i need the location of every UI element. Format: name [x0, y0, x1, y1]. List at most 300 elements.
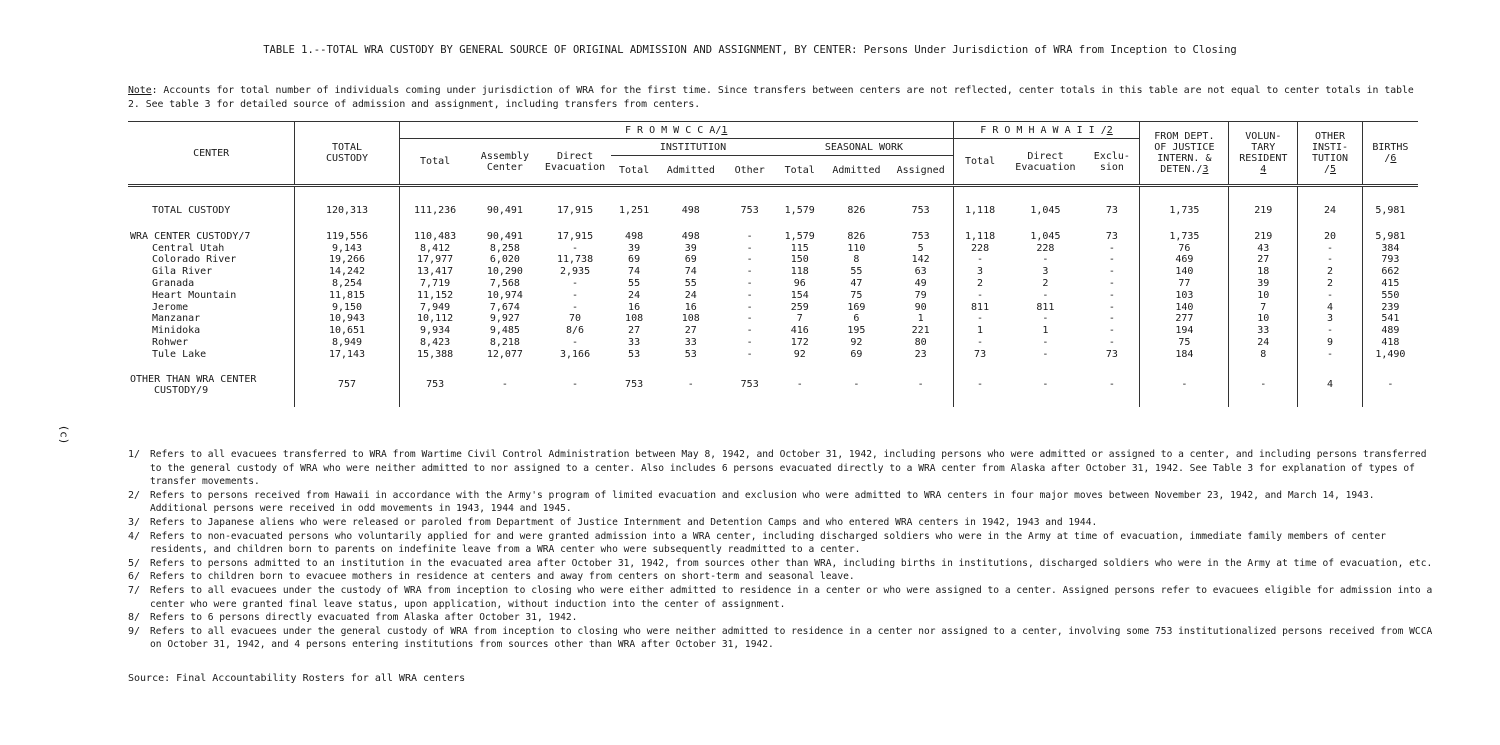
row-label: TOTAL CUSTODY	[152, 205, 231, 216]
table-cell: -	[1042, 254, 1049, 266]
table-cell: 9,143	[295, 243, 400, 255]
table-cell: 111,236	[399, 205, 470, 217]
table-cell: 8,949	[295, 337, 400, 349]
table-cell: 74	[684, 266, 697, 278]
table-cell: 73	[953, 349, 1006, 361]
inst-admitted-header: Admitted	[657, 156, 724, 186]
table-cell: -	[1108, 277, 1115, 289]
table-cell: -	[572, 301, 579, 313]
table-cell: 39	[628, 242, 641, 254]
table-cell: 140	[1140, 266, 1229, 278]
table-body	[128, 186, 1418, 407]
footnote-number: 5/	[128, 557, 141, 569]
table-cell: -	[1108, 289, 1115, 301]
hawaii-exclusion-header: Exclu- sion	[1084, 139, 1140, 186]
seasonal-work-header: SEASONAL WORK	[775, 139, 953, 156]
table-cell: 53	[684, 348, 697, 360]
table-cell: 96	[793, 277, 806, 289]
hawaii-direct-header: Direct Evacuation	[1007, 139, 1085, 186]
table-cell: 150	[790, 254, 809, 266]
sw-assigned-header: Assigned	[889, 156, 953, 186]
table-cell: 7,674	[489, 301, 520, 313]
table-cell: -	[953, 254, 1006, 266]
table-cell: 15,388	[399, 349, 470, 361]
table-cell: -	[572, 336, 579, 348]
table-cell: 77	[1140, 278, 1229, 290]
table-cell: 73	[1105, 348, 1118, 360]
table-cell: 1,251	[619, 205, 650, 216]
table-cell: 12,077	[486, 348, 523, 360]
source-line: Source: Final Accountability Rosters for all WRA centers	[128, 673, 466, 684]
table-cell: 2,935	[559, 266, 591, 278]
table-cell: -	[572, 277, 579, 289]
table-cell: 662	[1362, 266, 1418, 278]
table-cell: 49	[914, 277, 927, 289]
table-cell: -	[746, 230, 753, 242]
table-cell: 3,166	[559, 348, 591, 360]
table-cell: 7,949	[399, 302, 470, 314]
row-label: Jerome	[152, 301, 189, 313]
table-cell: 1,118	[953, 205, 1006, 217]
footnote-text: Refers to non-evacuated persons who voluntarily applied for and were granted admission into a WRA center, including discharged soldiers who were in the Army at time of evacuation, immediate family members of center residents, and children born to parents on indefinite leave from a WRA center who were subsequently readmitted to a center.	[150, 530, 1387, 556]
table-cell: -	[917, 379, 924, 391]
table-cell: 811	[953, 302, 1006, 314]
table-cell: 69	[684, 254, 697, 266]
table-cell: 73	[1105, 230, 1118, 242]
center-row	[128, 266, 1418, 278]
table-cell: 8	[853, 254, 860, 266]
table-cell: 9,150	[295, 302, 400, 314]
center-row	[128, 243, 1418, 255]
wcca-total-header: Total	[399, 139, 470, 186]
table-cell: 110,483	[399, 231, 470, 243]
table-cell: 194	[1140, 325, 1229, 337]
table-cell: 219	[1229, 231, 1298, 243]
table-cell: 753	[740, 205, 759, 216]
table-cell: 757	[295, 371, 400, 399]
table-cell: 6,020	[489, 254, 520, 266]
table-cell: 63	[914, 266, 927, 278]
table-cell: 11,815	[295, 290, 400, 302]
table-cell: 9	[1298, 337, 1362, 349]
table-cell: 418	[1362, 337, 1418, 349]
table-cell: 826	[847, 205, 866, 216]
assembly-center-header: Assembly Center	[470, 139, 539, 186]
table-cell: 195	[847, 325, 866, 337]
table-cell: 43	[1229, 243, 1298, 255]
row-label: Heart Mountain	[152, 289, 237, 301]
table-cell: 753	[911, 205, 930, 216]
table-cell: 9,934	[399, 325, 470, 337]
table-cell: 219	[1229, 205, 1298, 217]
table-cell: -	[746, 325, 753, 337]
footnote	[128, 489, 1438, 516]
table-cell: 76	[1140, 243, 1229, 255]
table-cell: -	[746, 277, 753, 289]
table-cell: 753	[740, 379, 759, 391]
table-cell: -	[1298, 243, 1362, 255]
table-cell: 2	[1298, 278, 1362, 290]
table-cell: 1,045	[1030, 205, 1061, 216]
footnote-text: Refers to all evacuees transferred to WRA from Wartime Civil Control Administration between May 8, 1942, and October 31, 1942, including persons who were admitted or assigned to a center, and including persons transferred to the general custody of WRA who were neither admitted to nor assigned to a center. Also includes 6 persons evacuated directly to a WRA center from Alaska after October 31, 1942. See Table 3 for explanation of types of transfer movements.	[150, 449, 1427, 488]
table-cell: 20	[1298, 231, 1362, 243]
table-cell: -	[746, 242, 753, 254]
table-cell: 11,152	[399, 290, 470, 302]
table-cell: -	[953, 337, 1006, 349]
table-cell: 10	[1229, 313, 1298, 325]
center-row	[128, 254, 1418, 266]
table-cell: 74	[628, 266, 641, 278]
footnote-text: Refers to persons received from Hawaii in accordance with the Army's program of limited evacuation and exclusion who were admitted to WRA centers in four major moves between November 23, 1942, and March 14, 1943. Additional persons were received in odd movements in 1943, 1944 and 1945.	[150, 489, 1375, 515]
table-cell: 2	[953, 278, 1006, 290]
table-cell: 73	[1105, 205, 1118, 216]
table-cell: 498	[625, 230, 644, 242]
inst-total-header: Total	[611, 156, 658, 186]
table-cell: -	[1229, 371, 1298, 399]
table-cell: 5,981	[1362, 205, 1418, 217]
table-cell: 416	[790, 325, 809, 337]
table-cell: 14,242	[295, 266, 400, 278]
table-cell: 3	[1042, 266, 1049, 278]
table-cell: 7,719	[399, 278, 470, 290]
table-cell: -	[1108, 325, 1115, 337]
table-cell: 169	[847, 301, 866, 313]
table-cell: 120,313	[295, 205, 400, 217]
hawaii-total-header: Total	[953, 139, 1006, 186]
direct-evacuation-header: Direct Evacuation	[539, 139, 610, 186]
table-cell: -	[746, 301, 753, 313]
table-cell: 1,735	[1140, 231, 1229, 243]
table-cell: 16	[684, 301, 697, 313]
table-cell: -	[746, 289, 753, 301]
table-cell: 10,651	[295, 325, 400, 337]
row-label: Granada	[152, 277, 195, 289]
table-cell: 13,417	[399, 266, 470, 278]
note-text: : Accounts for total number of individuals coming under jurisdiction of WRA for the first time. Since transfers between centers are not reflected, center totals in this table are not equal to center totals in table 2. See table 3 for detailed source of admission and assignment, including transfers from centers.	[128, 85, 1414, 110]
table-cell: -	[1362, 371, 1418, 399]
table-cell: -	[1042, 313, 1049, 325]
table-cell: 8/6	[566, 325, 585, 337]
table-cell: 6	[853, 313, 860, 325]
table-cell: 53	[628, 348, 641, 360]
table-cell: 92	[793, 348, 806, 360]
table-cell: -	[953, 313, 1006, 325]
table-cell: 27	[1229, 254, 1298, 266]
table-cell: 24	[1298, 205, 1362, 217]
other-than-wra-row	[128, 371, 1418, 399]
table-cell: 55	[628, 277, 641, 289]
table-cell: -	[1108, 254, 1115, 266]
table-cell: -	[1298, 349, 1362, 361]
voluntary-header: VOLUN- TARY RESIDENT 4	[1229, 122, 1298, 186]
center-header: CENTER	[128, 122, 295, 186]
table-cell: -	[1042, 348, 1049, 360]
footnote-text: Refers to children born to evacuee mothers in residence at centers and away from centers on short-term and seasonal leave.	[150, 571, 855, 583]
table-cell: -	[1108, 336, 1115, 348]
footnote	[128, 584, 1438, 611]
center-row	[128, 337, 1418, 349]
center-row	[128, 302, 1418, 314]
footnote-text: Refers to persons admitted to an institution in the evacuated area after October 31, 1942, from sources other than WRA, including births in institutions, discharged soldiers who were in the Army at time of evacuation, etc.	[150, 557, 1433, 569]
table-cell: 2	[1298, 266, 1362, 278]
footnote-text: Refers to Japanese aliens who were released or paroled from Department of Justice Internment and Detention Camps and who entered WRA centers in 1942, 1943 and 1944.	[150, 516, 1098, 528]
table-cell: 541	[1362, 313, 1418, 325]
table-cell: -	[687, 379, 694, 391]
table-cell: 119,556	[295, 231, 400, 243]
table-cell: -	[1108, 266, 1115, 278]
row-label: Manzanar	[152, 313, 201, 325]
table-cell: -	[1298, 325, 1362, 337]
table-cell: -	[953, 371, 1006, 399]
table-cell: 24	[628, 289, 641, 301]
table-cell: 8,254	[295, 278, 400, 290]
table-cell: 498	[681, 230, 700, 242]
table-cell: -	[1108, 379, 1115, 391]
table-cell: 753	[911, 230, 930, 242]
table-cell: 27	[628, 325, 641, 337]
footnote	[128, 611, 1438, 625]
footnote-number: 4/	[128, 530, 141, 542]
footnote	[128, 530, 1438, 557]
footnote	[128, 557, 1438, 571]
table-cell: 90	[914, 301, 927, 313]
table-cell: 8,412	[399, 243, 470, 255]
table-cell: 10,112	[399, 313, 470, 325]
table-cell: 5,981	[1362, 231, 1418, 243]
table-cell: 489	[1362, 325, 1418, 337]
table-cell: 10,943	[295, 313, 400, 325]
table-cell: 18	[1229, 266, 1298, 278]
table-cell: -	[1140, 371, 1229, 399]
footnote-number: 3/	[128, 516, 141, 528]
row-label: Rohwer	[152, 336, 189, 348]
table-note	[128, 84, 1428, 112]
institution-header: INSTITUTION	[611, 139, 776, 156]
center-row	[128, 278, 1418, 290]
center-row	[128, 325, 1418, 337]
table-cell: 23	[914, 348, 927, 360]
table-cell: 384	[1362, 243, 1418, 255]
table-cell: 1,490	[1362, 349, 1418, 361]
table-cell: -	[746, 348, 753, 360]
table-cell: 90,491	[486, 205, 523, 216]
table-cell: -	[1042, 289, 1049, 301]
table-cell: -	[1108, 242, 1115, 254]
table-cell: -	[953, 290, 1006, 302]
footnote-number: 2/	[128, 489, 141, 501]
table-cell: 9,485	[489, 325, 520, 337]
table-cell: 27	[684, 325, 697, 337]
table-cell: 39	[1229, 278, 1298, 290]
footnote	[128, 516, 1438, 530]
table-cell: -	[1042, 379, 1049, 391]
table-cell: -	[1042, 336, 1049, 348]
footnote-number: 7/	[128, 584, 141, 596]
table-cell: 826	[847, 230, 866, 242]
table-cell: 7,568	[489, 277, 520, 289]
table-cell: 33	[628, 336, 641, 348]
table-cell: 259	[790, 301, 809, 313]
total-custody-row	[128, 205, 1418, 217]
table-cell: 11,738	[556, 254, 594, 266]
sw-admitted-header: Admitted	[824, 156, 888, 186]
table-cell: 1,735	[1140, 205, 1229, 217]
row-label: Minidoka	[152, 325, 201, 337]
center-row	[128, 313, 1418, 325]
table-cell: 10	[1229, 290, 1298, 302]
table-cell: -	[1108, 301, 1115, 313]
footnote-text: Refers to all evacuees under the general custody of WRA from inception to closing who were neither admitted to residence in a center nor assigned to a center, involving some 753 institutionalized persons received from WCCA on October 31, 1942, and 4 persons entering institutions from sources other than WRA after October 31, 1942.	[150, 625, 1433, 651]
table-cell: 10,974	[486, 289, 523, 301]
table-cell: 33	[1229, 325, 1298, 337]
table-cell: 8,423	[399, 337, 470, 349]
table-cell: 17,977	[399, 254, 470, 266]
table-cell: 69	[850, 348, 863, 360]
table-cell: 154	[790, 289, 809, 301]
table-cell: 4	[1298, 371, 1362, 399]
table-cell: 108	[625, 313, 644, 325]
table-cell: 1	[1042, 325, 1049, 337]
center-row	[128, 290, 1418, 302]
table-cell: 3	[1298, 313, 1362, 325]
footnote-number: 9/	[128, 625, 141, 637]
inst-other-header: Other	[724, 156, 775, 186]
table-cell: -	[853, 379, 860, 391]
table-cell: 103	[1140, 290, 1229, 302]
table-cell: 1	[953, 325, 1006, 337]
table-cell: 24	[1229, 337, 1298, 349]
from-hawaii-header: F R O M H A W A I I /2	[953, 122, 1140, 139]
table-cell: 39	[684, 242, 697, 254]
births-header: BIRTHS /6	[1362, 122, 1418, 186]
table-cell: 415	[1362, 278, 1418, 290]
table-cell: 55	[850, 266, 863, 278]
table-cell: 7	[796, 313, 803, 325]
table-cell: 118	[790, 266, 809, 278]
from-wcca-header: F R O M W C C A/1	[399, 122, 953, 139]
table-cell: 1,579	[784, 205, 815, 216]
row-label: Colorado River	[152, 254, 237, 266]
table-cell: 277	[1140, 313, 1229, 325]
footnote-text: Refers to 6 persons directly evacuated from Alaska after October 31, 1942.	[150, 612, 578, 624]
footnote	[128, 625, 1438, 652]
table-cell: 753	[625, 379, 644, 391]
table-cell: -	[746, 336, 753, 348]
table-cell: 228	[1036, 242, 1055, 254]
table-cell: 1	[917, 313, 924, 325]
table-cell: 24	[684, 289, 697, 301]
table-cell: -	[1298, 254, 1362, 266]
footnote	[128, 448, 1438, 489]
note-label: Note	[128, 85, 152, 96]
table-cell: 7	[1229, 302, 1298, 314]
table-cell: 19,266	[295, 254, 400, 266]
table-cell: 17,143	[295, 349, 400, 361]
footnote-number: 8/	[128, 612, 141, 624]
table-cell: 108	[681, 313, 700, 325]
table-cell: 811	[1036, 301, 1055, 313]
table-cell: 228	[953, 243, 1006, 255]
doj-header: FROM DEPT. OF JUSTICE INTERN. & DETEN./3	[1140, 122, 1229, 186]
table-cell: -	[572, 289, 579, 301]
table-cell: 3	[953, 266, 1006, 278]
table-cell: 1,579	[784, 230, 815, 242]
table-cell: 5	[917, 242, 924, 254]
table-cell: 47	[850, 277, 863, 289]
table-cell: 75	[1140, 337, 1229, 349]
footnotes	[128, 448, 1438, 652]
table-cell: -	[572, 242, 579, 254]
table-cell: 92	[850, 336, 863, 348]
table-cell: 184	[1140, 349, 1229, 361]
table-cell: 17,915	[556, 230, 594, 242]
table-cell: -	[572, 379, 579, 391]
table-cell: 1,118	[953, 231, 1006, 243]
row-label: Gila River	[152, 266, 213, 278]
footnote-text: Refers to all evacuees under the custody of WRA from inception to closing who were either admitted to residence in a center or who were assigned to a center. Assigned persons refer to evacuees eligible for admission into a center who were granted final leave status, upon application, without induction into the center of assignment.	[150, 584, 1433, 610]
table-cell: 10,290	[486, 266, 523, 278]
row-label: Tule Lake	[152, 348, 207, 360]
table-cell: -	[746, 266, 753, 278]
table-cell: 793	[1362, 254, 1418, 266]
table-cell: 8	[1229, 349, 1298, 361]
row-label: WRA CENTER CUSTODY/7	[130, 230, 251, 242]
table-cell: 2	[1042, 277, 1049, 289]
table-cell: 498	[681, 205, 700, 216]
table-cell: 8,258	[489, 242, 520, 254]
table-cell: 9,927	[489, 313, 520, 325]
table-cell: 55	[684, 277, 697, 289]
sw-total-header: Total	[775, 156, 824, 186]
center-row	[128, 349, 1418, 361]
footnote-number: 1/	[128, 449, 141, 460]
table-cell: 80	[914, 336, 927, 348]
table-cell: 17,915	[556, 205, 594, 216]
total-custody-header: TOTAL CUSTODY	[295, 122, 400, 186]
other-institution-header: OTHER INSTI- TUTION /5	[1298, 122, 1362, 186]
table-cell: 16	[628, 301, 641, 313]
table-cell: 140	[1140, 302, 1229, 314]
table-cell: 172	[790, 336, 809, 348]
table-cell: 4	[1298, 302, 1362, 314]
table-cell: 79	[914, 289, 927, 301]
row-label: OTHER THAN WRA CENTER CUSTODY/9	[130, 373, 257, 396]
table-cell: 469	[1140, 254, 1229, 266]
table-title: TABLE 1.--TOTAL WRA CUSTODY BY GENERAL SOURCE OF ORIGINAL ADMISSION AND ASSIGNMENT, BY CENTER: Persons Under Jurisdiction of WRA from Inception to Closing	[263, 44, 1237, 56]
table-cell: -	[796, 379, 803, 391]
table-cell: 753	[399, 371, 470, 399]
table-cell: 33	[684, 336, 697, 348]
table-cell: -	[501, 379, 508, 391]
data-table	[128, 121, 1418, 407]
table-cell: -	[1108, 313, 1115, 325]
table-cell: 70	[569, 313, 582, 325]
margin-mark: (c)	[57, 424, 71, 445]
table-cell: 69	[628, 254, 641, 266]
table-cell: 110	[847, 242, 866, 254]
table-cell: 90,491	[486, 230, 523, 242]
table-cell: 142	[911, 254, 930, 266]
table-cell: 75	[850, 289, 863, 301]
row-label: Central Utah	[152, 242, 225, 254]
table-cell: -	[746, 254, 753, 266]
table-cell: -	[1298, 290, 1362, 302]
wra-center-custody-row	[128, 231, 1418, 243]
table-cell: 8,218	[489, 336, 520, 348]
footnote-number: 6/	[128, 571, 141, 583]
table-cell: 115	[790, 242, 809, 254]
table-cell: 239	[1362, 302, 1418, 314]
